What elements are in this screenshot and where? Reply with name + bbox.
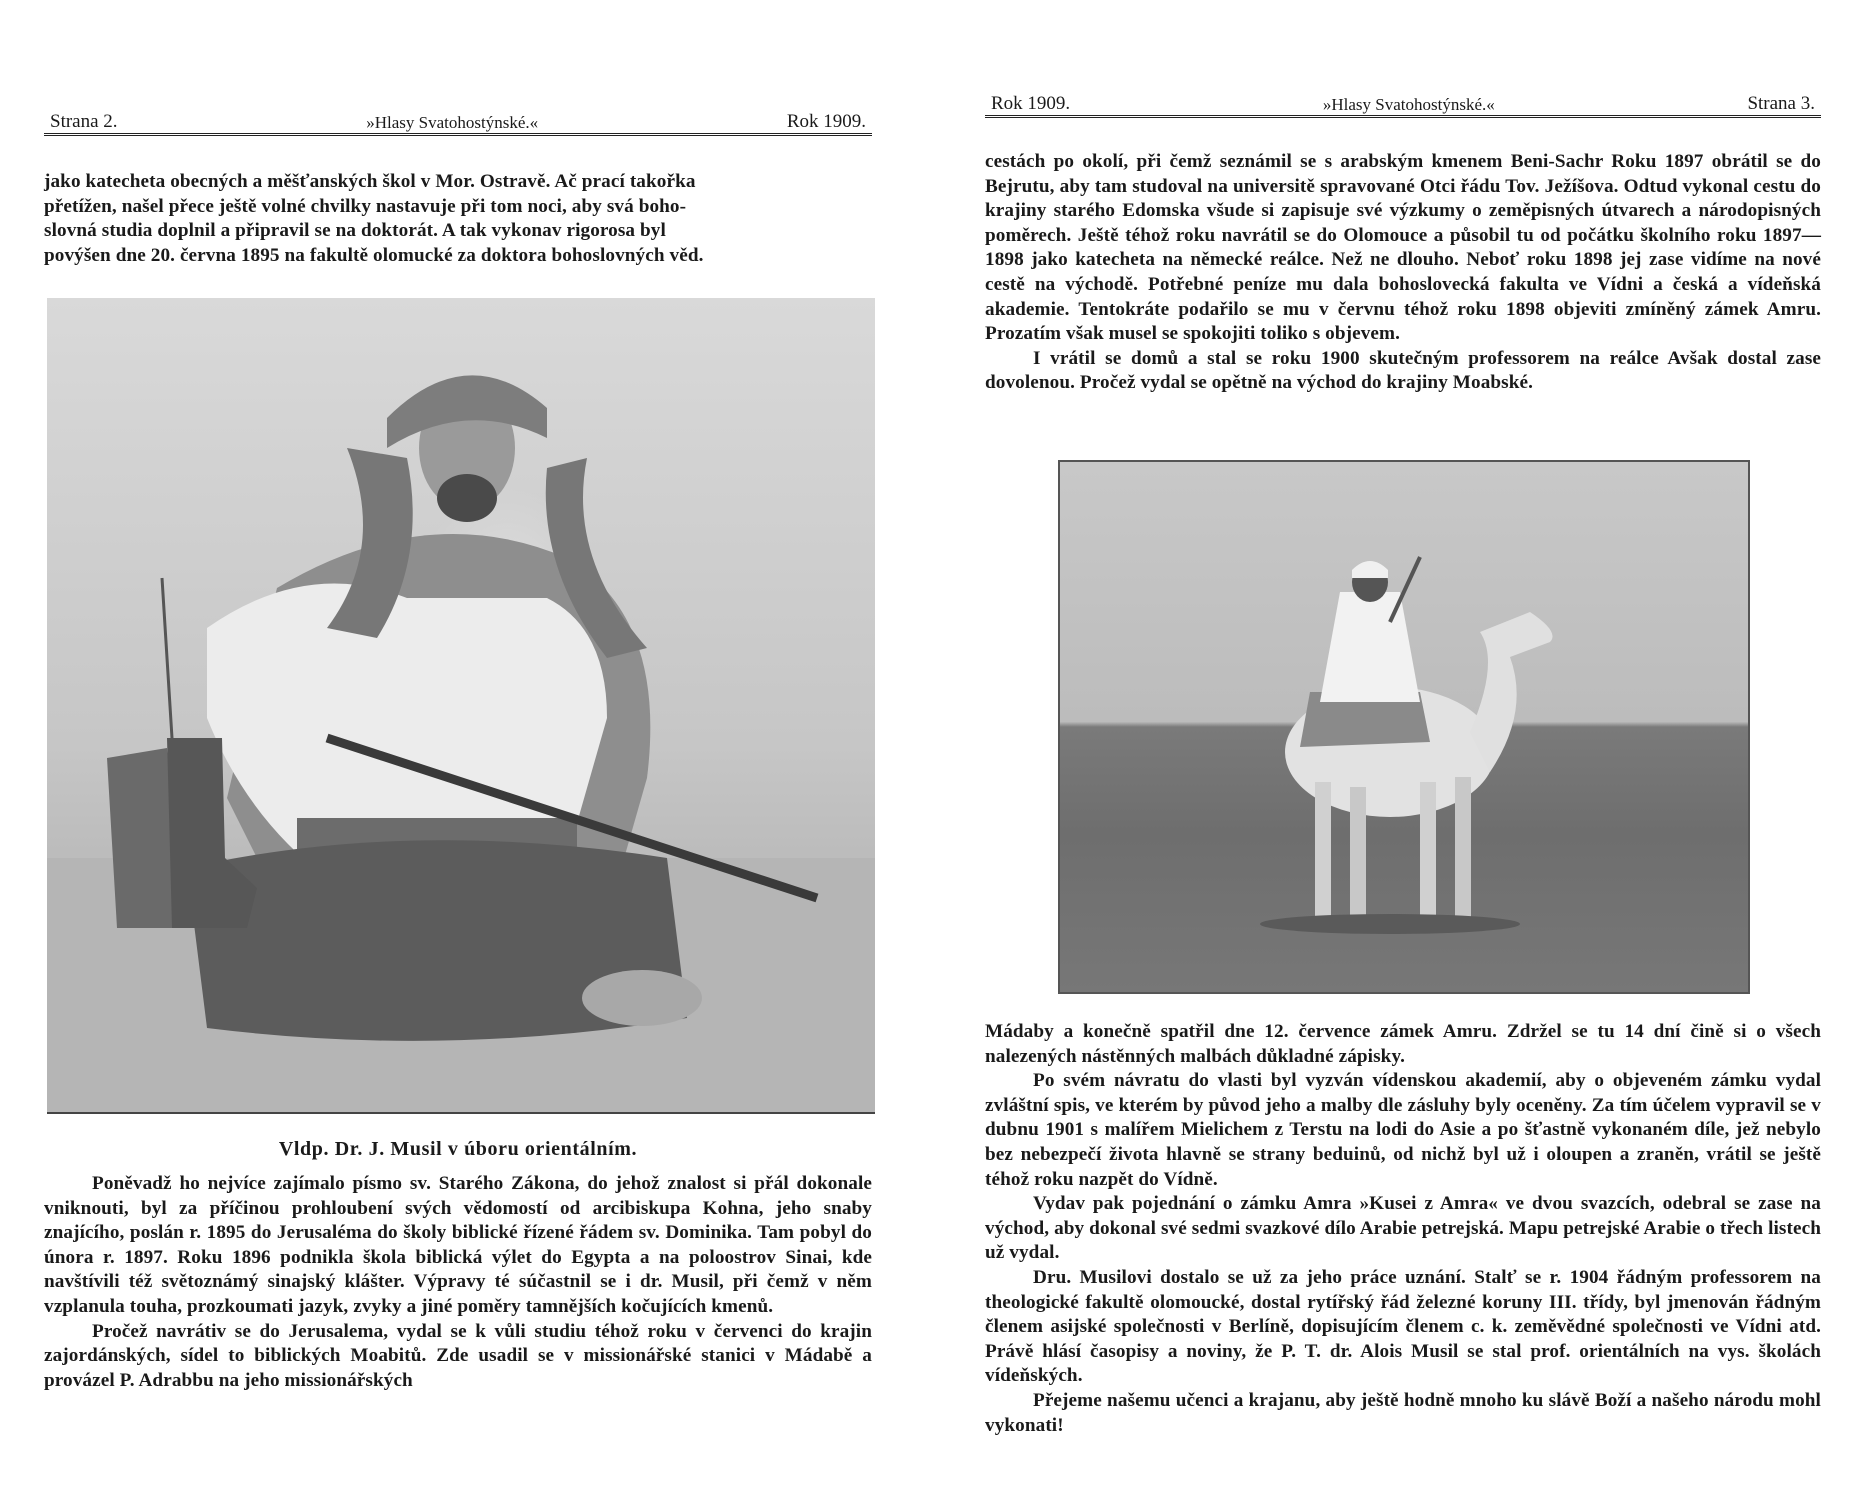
page-number-label: Strana 2. bbox=[50, 111, 118, 132]
camel-rider-illustration bbox=[1060, 462, 1748, 992]
paragraph: cestách po okolí, při čemž seznámil se s arabským kmenem Beni-Sachr Roku 1897 obrátil se do Bejrutu, aby tam studoval na universitě spravované Otci řádu Tov. Ježíšova. Odtud vykonal cestu do krajiny starého Edomska všude si zapisuje své výzkumy o zeměpisných útvarech a národopisných poměrech. Ještě téhož roku navrátil se do Olomouce a působil tu od počátku školního roku 1897—1898 jako katecheta na německé reálce. Než ne dlouho. Neboť roku 1898 jej zase vidíme na nové cestě na východě. Potřebné peníze mu dala bohoslovecká fakulta ve Vídni a česká a vídeňská akademie. Tentokráte podařilo se mu v červnu téhož roku 1898 objeviti zmíněný zámek Amru. Prozatím však musel se spokojiti toliko s objevem. bbox=[985, 151, 1821, 345]
paragraph: I vrátil se domů a stal se roku 1900 skutečným professorem na reálce Avšak dostal zase dovolenou. Pročež vydal se opětně na východ do krajiny Moabské. bbox=[985, 347, 1821, 394]
text-line: jako katecheta obecných a měšťanských škol v Mor. Ostravě. Ač prací takořka bbox=[44, 171, 696, 192]
paragraph: Pročež navrátiv se do Jerusalema, vydal se k vůli studiu téhož roku v červenci do krajin zajordánských, sídel to biblických Moabitů. Zde usadil se v missionářské stanici v Mádabě a provázel P. Adrabbu na jeho missionářských bbox=[44, 1320, 872, 1391]
year-label: Rok 1909. bbox=[786, 111, 866, 132]
right-top-text bbox=[985, 150, 1821, 396]
text-line: slovná studia doplnil a připravil se na doktorát. A tak vykonav rigorosa byl bbox=[44, 220, 666, 242]
paragraph: Mádaby a konečně spatřil dne 12. července zámek Amru. Zdržel se tu 14 dní čině si o všech nalezených nástěnných malbách důkladné zápisky. bbox=[985, 1021, 1821, 1067]
page-number-label: Strana 3. bbox=[1747, 93, 1815, 114]
journal-title: »Hlasy Svatohostýnské.« bbox=[366, 113, 539, 132]
year-label: Rok 1909. bbox=[991, 93, 1071, 114]
paragraph: Po svém návratu do vlasti byl vyzván vídenskou akademií, aby o objeveném zámku vydal zvláštní spis, ve kterém by původ jeho a malby dle zásluhy byly oceněny. Za tím účelem vypravil se v dubnu 1901 s malířem Mielichem z Terstu na lodi do Asie a po šťastně vykonaném díle, jež nebylo bez nebezpečí života hlavně se strany beduinů, od nichž byl už i oloupen a zraněn, vrátil se ještě téhož roku nazpět do Vídně. bbox=[985, 1070, 1821, 1190]
paragraph: Přejeme našemu učenci a krajanu, aby ještě hodně mnoho ku slávě Boží a našeho národu mohl vykonati! bbox=[985, 1389, 1821, 1436]
portrait-figure-illustration bbox=[47, 298, 875, 1114]
journal-title: »Hlasy Svatohostýnské.« bbox=[1322, 95, 1495, 114]
photo-caption: Vldp. Dr. J. Musil v úboru orientálním. bbox=[278, 1138, 638, 1160]
paragraph: Vydav pak pojednání o zámku Amra »Kusei z Amra« ve dvou svazcích, odebral se zase na východ, aby dokonal své sedmi svazkové dílo Arabie petrejská. Mapu petrejské Arabie o třech listech už vydal. bbox=[985, 1193, 1821, 1264]
right-page-header bbox=[985, 90, 1821, 118]
portrait-photo bbox=[47, 298, 875, 1114]
text-line: přetížen, našel přece ještě volné chvilky nastavuje při tom noci, aby svá boho- bbox=[44, 195, 687, 217]
left-body-text bbox=[44, 1172, 872, 1393]
paragraph: Dru. Musilovi dostalo se už za jeho práce uznání. Stalť se r. 1904 řádným professorem na theologické fakultě olomoucké, dostal rytířský řád železné koruny III. třídy, byl jmenován řádným členem asijské společnosti v Berlíně, dopisujícím členem c. k. zeměvědné společnosti ve Vídni atd. Právě hlásí časopisy a noviny, že P. T. dr. Alois Musil se stal prof. orientálních na vys. školách vídeňských. bbox=[985, 1266, 1821, 1387]
text-line: povýšen dne 20. června 1895 na fakultě olomucké za doktora bohoslovných věd. bbox=[44, 244, 704, 266]
camel-rider-photo bbox=[1058, 460, 1750, 994]
paragraph: Poněvadž ho nejvíce zajímalo písmo sv. Starého Zákona, do jehož znalost si přál dokonale vniknouti, byl za příčinou prohloubení svých vědomostí od arcibiskupa Kohna, jeho snaby znajícího, poslán r. 1895 do Jerusaléma do školy biblické řízené řádem sv. Dominika. Tam pobyl do února r. 1897. Roku 1896 podnikla škola biblická výlet do Egypta a na poloostrov Sinai, kde navštívili též světoznámý sinajský klášter. Výpravy té súčastnil se i dr. Musil, při čemž v něm vzplanula touha, prozkoumati jazyk, zvyky a jiné poměry tamnějších kočujících kmenů. bbox=[44, 1173, 872, 1317]
right-bottom-text bbox=[985, 1020, 1821, 1438]
left-page-header bbox=[44, 108, 872, 136]
left-intro-text bbox=[44, 170, 872, 268]
